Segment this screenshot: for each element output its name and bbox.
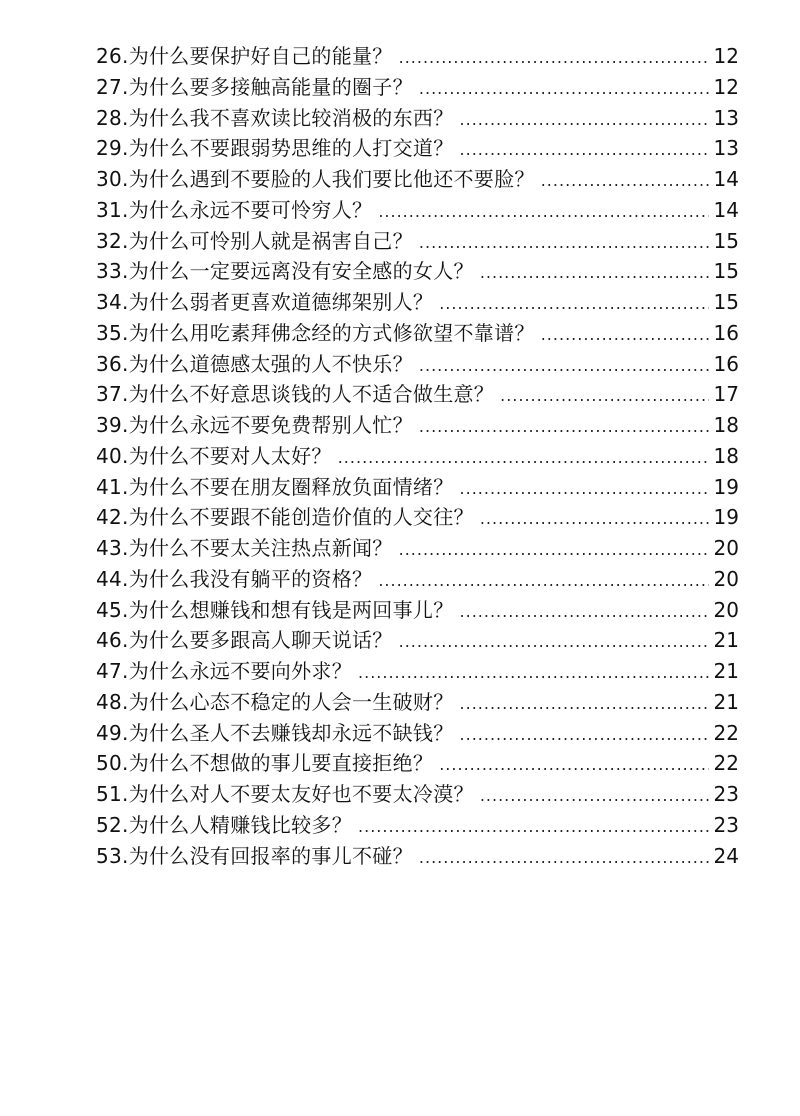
table-of-contents [96,41,739,871]
toc-dot-leader [460,135,709,166]
toc-entry-page: 16 [713,320,739,345]
toc-entry-title: 32.为什么可怜别人就是祸害自己？ [96,228,413,253]
toc-entry-page: 22 [713,751,739,776]
toc-entry-title: 48.为什么心态不稳定的人会一生破财？ [96,689,454,714]
toc-entry-title: 43.为什么不要太关注热点新闻？ [96,536,393,560]
toc-dot-leader [419,74,709,105]
toc-entry-page: 20 [713,566,739,591]
toc-entry-page: 23 [713,812,739,837]
toc-dot-leader [419,351,709,382]
toc-entry-title: 37.为什么不好意思谈钱的人不适合做生意？ [96,382,495,407]
toc-entry-title: 50.为什么不想做的事儿要直接拒绝？ [96,751,434,776]
toc-dot-leader [399,535,709,566]
toc-entry-title: 41.为什么不要在朋友圈释放负面情绪？ [96,474,454,499]
toc-entry[interactable] [96,718,739,749]
toc-entry-title: 47.为什么永远不要向外求？ [96,659,353,683]
toc-dot-leader [399,43,709,74]
toc-entry-page: 21 [713,689,739,714]
toc-entry-page: 14 [713,167,739,191]
toc-entry-page: 18 [713,413,739,437]
toc-entry-page: 19 [713,505,739,530]
toc-dot-leader [541,166,709,197]
toc-entry-title: 52.为什么人精赚钱比较多？ [96,812,353,837]
toc-entry-page: 15 [713,259,739,284]
toc-dot-leader [419,228,709,259]
toc-entry-title: 31.为什么永远不要可怜穷人？ [96,197,373,222]
toc-entry-title: 36.为什么道德感太强的人不快乐？ [96,351,413,376]
toc-dot-leader [358,812,709,843]
toc-entry-page: 20 [713,597,739,622]
toc-entry[interactable] [96,133,739,164]
toc-entry-page: 15 [713,228,739,253]
toc-entry[interactable] [96,226,739,257]
toc-entry-page: 24 [713,843,739,868]
toc-entry[interactable] [96,41,739,72]
toc-dot-leader [480,504,709,535]
toc-entry[interactable] [96,595,739,626]
toc-entry[interactable] [96,472,739,503]
toc-entry[interactable] [96,502,739,533]
toc-entry-title: 53.为什么没有回报率的事儿不碰？ [96,843,413,868]
toc-entry-page: 21 [713,659,739,683]
toc-entry-title: 33.为什么一定要远离没有安全感的女人？ [96,259,474,284]
toc-entry-page: 19 [713,474,739,499]
toc-entry-title: 34.为什么弱者更喜欢道德绑架别人？ [96,290,434,314]
toc-entry-title: 44.为什么我没有躺平的资格？ [96,566,373,591]
toc-entry[interactable] [96,748,739,779]
toc-entry[interactable] [96,287,739,318]
toc-entry-page: 18 [713,443,739,468]
toc-dot-leader [378,566,709,597]
toc-dot-leader [419,843,709,874]
toc-entry[interactable] [96,687,739,718]
toc-entry[interactable] [96,564,739,595]
toc-entry-page: 12 [713,44,739,68]
toc-entry-title: 42.为什么不要跟不能创造价值的人交往？ [96,505,474,530]
toc-entry-title: 26.为什么要保护好自己的能量？ [96,44,393,68]
toc-dot-leader [460,474,709,505]
toc-entry[interactable] [96,810,739,841]
toc-entry[interactable] [96,656,739,687]
toc-dot-leader [541,320,709,351]
toc-entry-title: 51.为什么对人不要太友好也不要太冷漠？ [96,782,474,806]
toc-entry[interactable] [96,441,739,472]
toc-entry-title: 29.为什么不要跟弱势思维的人打交道？ [96,136,454,161]
toc-dot-leader [480,781,709,812]
toc-entry[interactable] [96,256,739,287]
toc-dot-leader [500,381,709,412]
toc-dot-leader [460,720,709,751]
toc-entry[interactable] [96,164,739,195]
toc-dot-leader [439,289,709,320]
toc-entry[interactable] [96,779,739,810]
toc-entry-page: 17 [713,382,739,407]
toc-entry-page: 22 [713,720,739,745]
toc-entry-page: 16 [713,351,739,376]
toc-dot-leader [439,750,709,781]
toc-entry-page: 20 [713,536,739,560]
toc-entry-page: 13 [713,136,739,161]
toc-entry-title: 39.为什么永远不要免费帮别人忙？ [96,413,413,437]
toc-dot-leader [480,258,709,289]
toc-entry[interactable] [96,195,739,226]
toc-entry-title: 30.为什么遇到不要脸的人我们要比他还不要脸？ [96,167,535,191]
toc-entry[interactable] [96,379,739,410]
toc-entry-title: 49.为什么圣人不去赚钱却永远不缺钱？ [96,720,454,745]
toc-entry-page: 14 [713,197,739,222]
toc-entry[interactable] [96,533,739,564]
toc-entry[interactable] [96,318,739,349]
toc-entry[interactable] [96,410,739,441]
toc-entry-title: 28.为什么我不喜欢读比较消极的东西？ [96,105,454,130]
toc-dot-leader [460,597,709,628]
toc-entry-title: 46.为什么要多跟高人聊天说话？ [96,628,393,653]
toc-dot-leader [378,197,709,228]
toc-dot-leader [460,689,709,720]
toc-entry-title: 40.为什么不要对人太好？ [96,443,332,468]
toc-entry-page: 13 [713,105,739,130]
toc-entry-page: 12 [713,74,739,99]
toc-entry[interactable] [96,349,739,380]
toc-entry-title: 27.为什么要多接触高能量的圈子？ [96,74,413,99]
toc-entry-title: 35.为什么用吃素拜佛念经的方式修欲望不靠谱？ [96,320,535,345]
toc-entry[interactable] [96,625,739,656]
toc-dot-leader [358,658,709,689]
toc-entry[interactable] [96,103,739,134]
toc-entry-page: 23 [713,782,739,806]
toc-entry[interactable] [96,841,739,872]
toc-dot-leader [399,627,709,658]
toc-dot-leader [338,443,709,474]
toc-dot-leader [419,412,709,443]
toc-entry[interactable] [96,72,739,103]
toc-entry-page: 21 [713,628,739,653]
toc-entry-title: 45.为什么想赚钱和想有钱是两回事儿？ [96,597,454,622]
toc-dot-leader [460,105,709,136]
toc-entry-page: 15 [713,290,739,314]
